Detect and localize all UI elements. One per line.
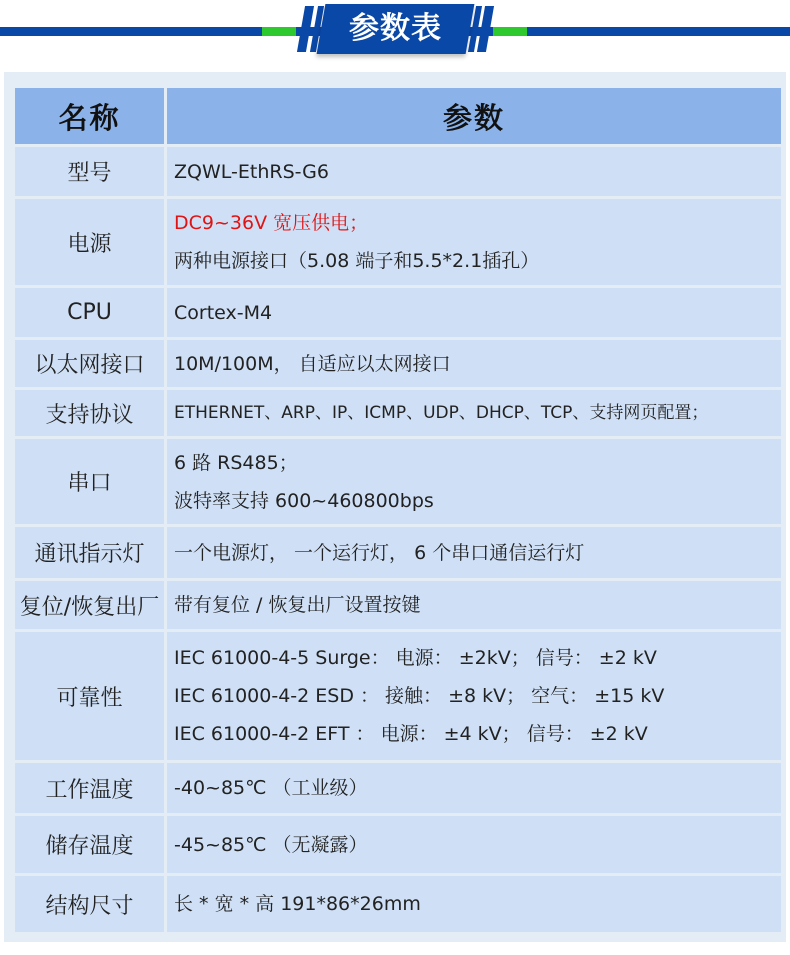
banner-accent-left	[262, 27, 296, 36]
row-value: Cortex-M4	[174, 301, 273, 324]
row-name: 可靠性	[56, 685, 123, 711]
row-value-cell	[167, 147, 781, 196]
table-row	[15, 763, 781, 813]
row-value: IEC 61000-4-2 EFT ： 电源： ±4 kV； 信号： ±2 kV	[174, 723, 648, 745]
row-name-cell	[15, 876, 164, 932]
row-value-cell	[167, 763, 781, 813]
spec-table	[4, 72, 786, 942]
row-name-cell	[15, 288, 164, 337]
row-name-cell	[15, 147, 164, 196]
row-value: -45~85℃ （无凝露）	[174, 833, 368, 856]
row-value: IEC 61000-4-2 ESD ： 接触： ±8 kV； 空气： ±15 kV	[174, 685, 665, 707]
row-name: 储存温度	[45, 834, 134, 859]
table-header-row	[15, 88, 781, 144]
table-row	[15, 288, 781, 337]
row-name: 串口	[67, 471, 112, 496]
row-value: 10M/100M， 自适应以太网接口	[174, 352, 451, 375]
row-value-cell	[167, 581, 781, 629]
table-row	[15, 340, 781, 387]
row-value-cell	[167, 439, 781, 524]
banner-accent-right	[493, 27, 527, 36]
row-name-cell	[15, 340, 164, 387]
page-title: 参数表	[349, 11, 442, 46]
row-value-cell	[167, 527, 781, 578]
header-name: 名称	[58, 100, 121, 135]
row-name: 工作温度	[45, 777, 134, 803]
row-name: 通讯指示灯	[34, 542, 145, 567]
row-value-cell	[167, 876, 781, 932]
row-value: ETHERNET、ARP、IP、ICMP、UDP、DHCP、TCP、支持网页配置；	[174, 403, 709, 423]
row-value-cell	[167, 632, 781, 760]
table-row	[15, 876, 781, 932]
row-value-cell	[167, 340, 781, 387]
table-row	[15, 632, 781, 760]
table-row	[15, 527, 781, 578]
row-value-cell	[167, 816, 781, 873]
row-value: 两种电源接口（5.08 端子和5.5*2.1插孔）	[174, 250, 540, 272]
row-value: 长 * 宽 * 高 191*86*26mm	[174, 893, 421, 915]
row-name: 以太网接口	[34, 353, 145, 378]
row-name-cell	[15, 581, 164, 629]
row-name-cell	[15, 199, 164, 285]
header-value-cell	[167, 88, 781, 144]
title-banner	[0, 0, 790, 66]
row-value: IEC 61000-4-5 Surge： 电源： ±2kV； 信号： ±2 kV	[174, 647, 657, 669]
table-row	[15, 390, 781, 436]
row-name-cell	[15, 390, 164, 436]
row-name-cell	[15, 527, 164, 578]
row-name: 结构尺寸	[45, 893, 134, 919]
row-value: 波特率支持 600~460800bps	[174, 489, 434, 512]
row-value-highlight: DC9~36V 宽压供电；	[174, 212, 369, 234]
row-value: 带有复位 / 恢复出厂设置按键	[174, 594, 421, 616]
row-name: 电源	[67, 231, 112, 257]
header-value: 参数	[442, 100, 505, 135]
row-name-cell	[15, 439, 164, 524]
row-name: 支持协议	[45, 402, 134, 428]
row-name: CPU	[67, 300, 112, 325]
row-name-cell	[15, 763, 164, 813]
row-name: 复位/恢复出厂	[19, 594, 160, 620]
row-name-cell	[15, 816, 164, 873]
table-row	[15, 439, 781, 524]
row-name: 型号	[67, 161, 112, 186]
row-value-cell	[167, 199, 781, 285]
header-name-cell	[15, 88, 164, 144]
table-row	[15, 199, 781, 285]
table-row	[15, 581, 781, 629]
row-value: 一个电源灯， 一个运行灯， 6 个串口通信运行灯	[174, 541, 585, 564]
row-value-cell	[167, 390, 781, 436]
table-row	[15, 147, 781, 196]
row-value: ZQWL-EthRS-G6	[174, 160, 329, 183]
row-name-cell	[15, 632, 164, 760]
row-value-cell	[167, 288, 781, 337]
row-value: 6 路 RS485；	[174, 451, 298, 474]
row-value: -40~85℃ （工业级）	[174, 777, 368, 799]
table-row	[15, 816, 781, 873]
